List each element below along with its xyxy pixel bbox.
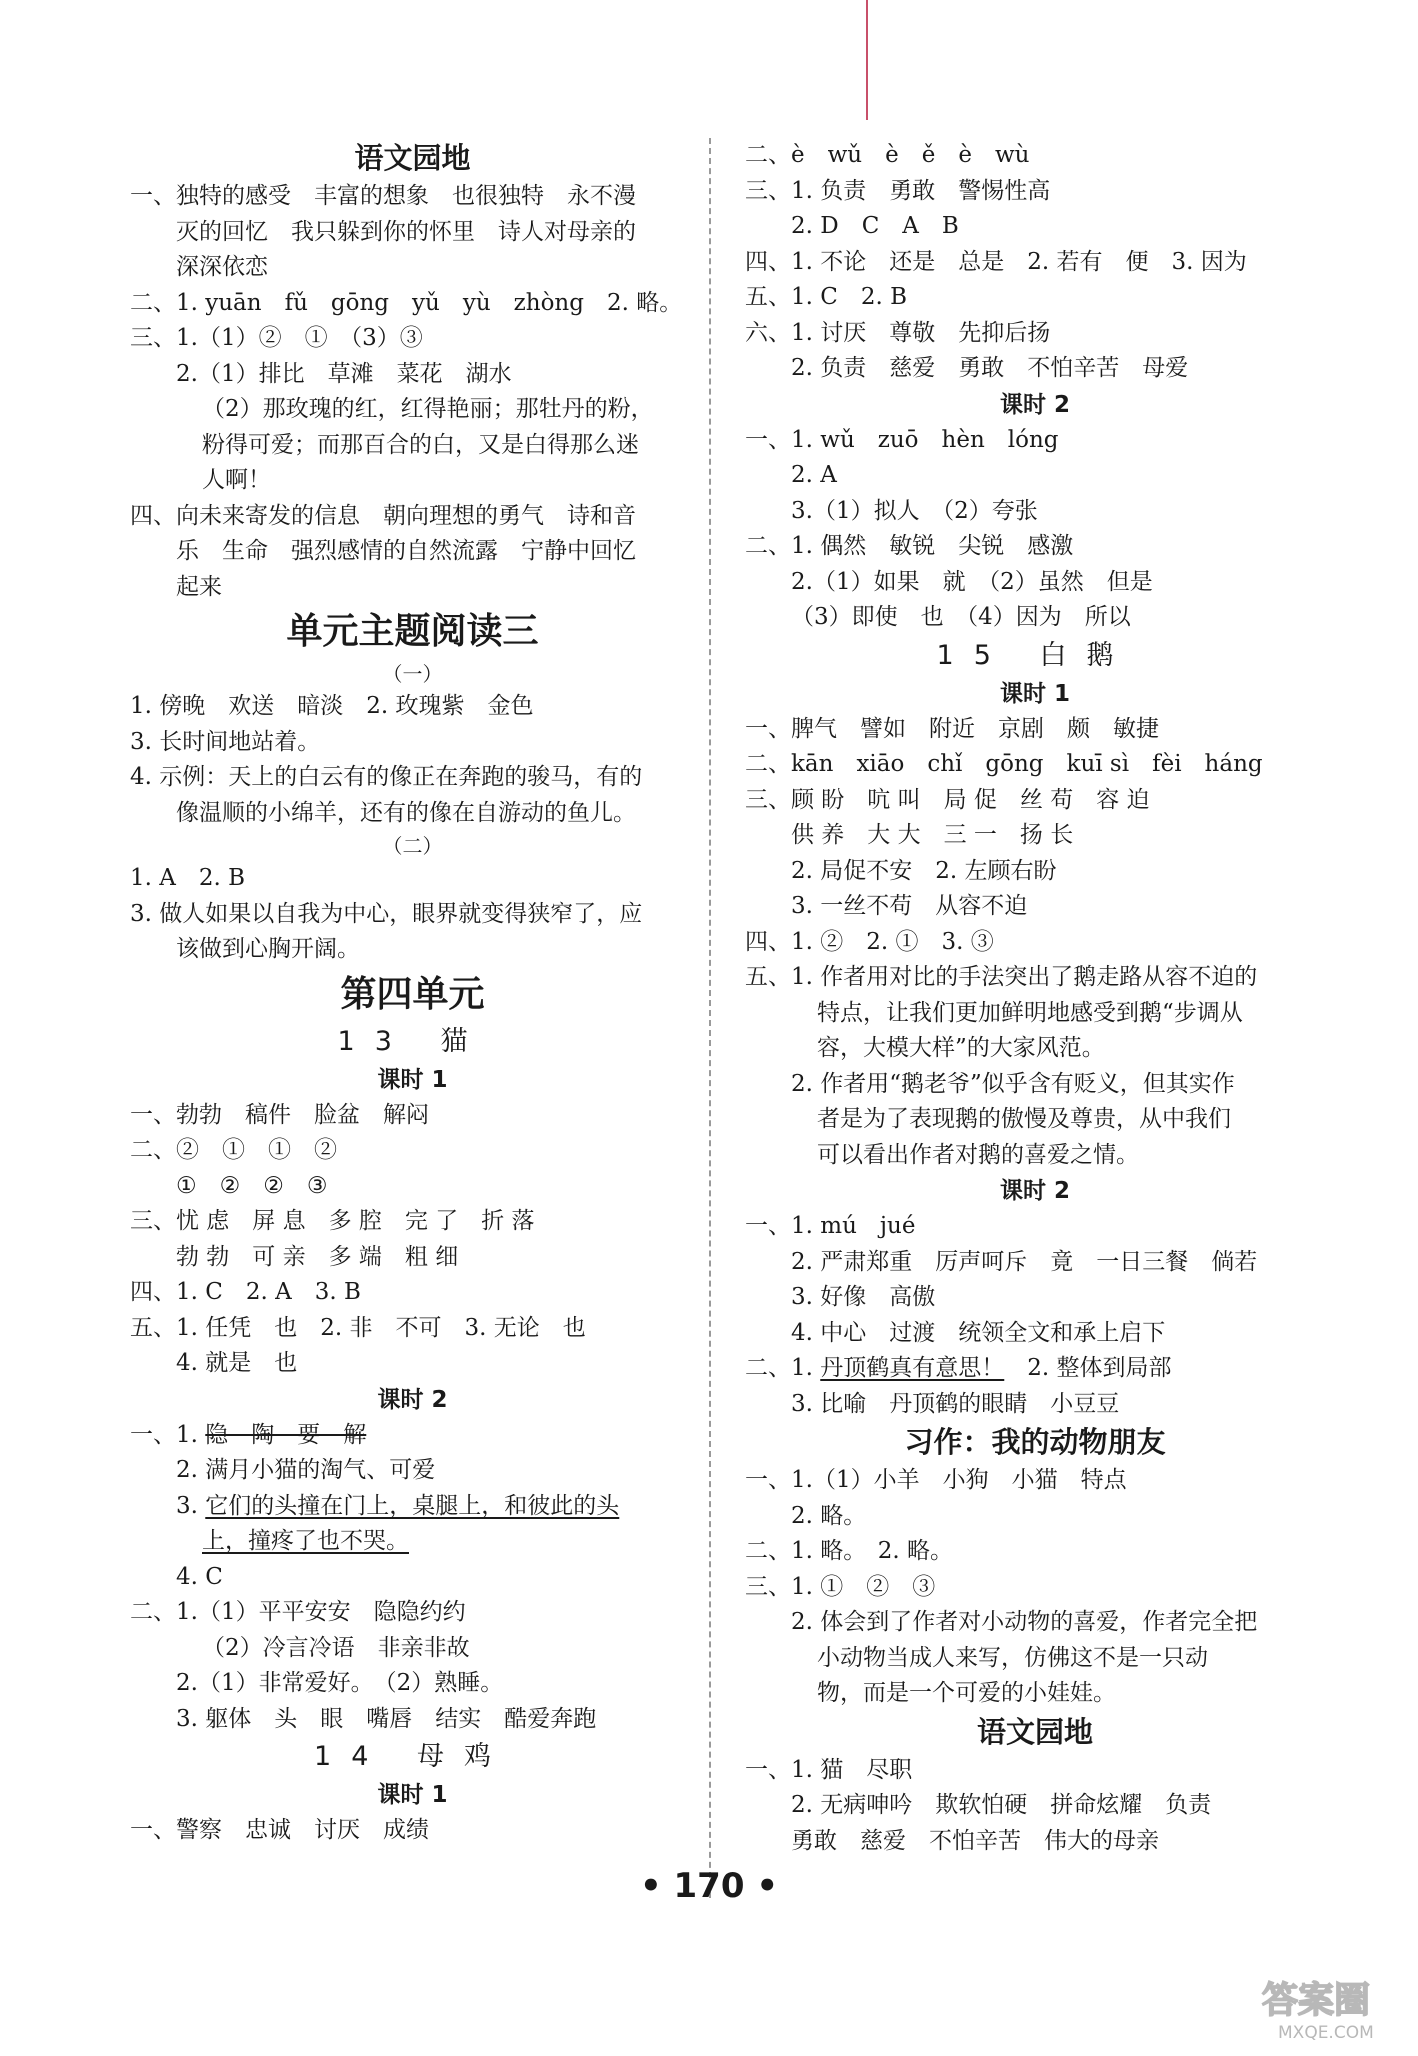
line-text: 2. 体会到了作者对小动物的喜爱，作者完全把 <box>791 1609 1258 1635</box>
line-text: 2. 局促不安 2. 左顾右盼 <box>791 857 1057 884</box>
line-text: 三、顾 盼 吭 叫 局 促 丝 苟 容 迫 <box>745 786 1150 813</box>
line-text: 2. 负责 慈爱 勇敢 不怕辛苦 母爱 <box>791 355 1189 381</box>
line-text: 语文园地 <box>354 141 471 175</box>
line-text: 三、1.（1）② ① （3）③ <box>130 325 423 351</box>
line-text: 2.（1）排比 草滩 菜花 湖水 <box>176 360 512 387</box>
line-text: （2）冷言冷语 非亲非故 <box>202 1634 470 1661</box>
answer-line <box>130 1595 695 1631</box>
line-text: 白鹅 <box>1039 639 1134 671</box>
line-text: 2. 略。 <box>791 1502 867 1529</box>
line-text: 五、1. 作者用对比的手法突出了鹅走路从容不迫的 <box>745 964 1258 990</box>
line-text: 一、脾气 譬如 附近 京剧 颇 敏捷 <box>745 715 1159 742</box>
answer-line <box>130 499 695 535</box>
answer-line <box>130 1275 695 1311</box>
answer-line <box>745 494 1325 530</box>
section-heading <box>745 676 1325 712</box>
section-heading <box>745 1173 1325 1209</box>
section-heading <box>130 1777 695 1813</box>
line-text: 1. 傍晚 欢送 暗淡 2. 玫瑰紫 金色 <box>130 693 534 719</box>
line-text: 二、kān xiāo chǐ gōng kuī sì fèi háng <box>745 751 1263 777</box>
answer-line <box>745 1676 1325 1712</box>
answer-line <box>130 1631 695 1667</box>
answer-line <box>745 1641 1325 1677</box>
answer-line <box>745 854 1325 890</box>
answer-line <box>745 1570 1325 1606</box>
answer-line <box>130 1524 695 1560</box>
line-text: 课时 1 <box>999 680 1070 707</box>
answer-line <box>130 1560 695 1596</box>
line-text: 4. 就是 也 <box>176 1350 298 1376</box>
line-text: 一、1.（1）小羊 小狗 小猫 特点 <box>745 1467 1127 1493</box>
line-text: 五、1. 任凭 也 2. 非 不可 3. 无论 也 <box>130 1314 586 1341</box>
answer-line <box>130 392 695 428</box>
answer-line <box>130 1240 695 1276</box>
section-heading <box>745 636 1325 676</box>
line-text: 三、1. ① ② ③ <box>745 1573 936 1600</box>
line-text: 勇敢 慈爱 不怕辛苦 伟大的母亲 <box>791 1827 1159 1854</box>
answer-line <box>745 1209 1325 1245</box>
answer-line <box>745 783 1325 819</box>
underlined-text: 它们的头撞在门上，桌腿上，和彼此的头 <box>205 1492 620 1519</box>
section-heading <box>130 1022 695 1062</box>
answer-line <box>745 747 1325 783</box>
answer-line <box>130 1133 695 1169</box>
watermark-title: 答案圈 <box>1262 1980 1371 2021</box>
answer-line <box>745 245 1325 281</box>
line-text: （二） <box>382 834 443 858</box>
page-number: • 170 • <box>639 1866 779 1906</box>
line-text: 猫 <box>440 1025 488 1057</box>
answer-line <box>745 529 1325 565</box>
answer-line <box>745 712 1325 748</box>
line-text: 起来 <box>176 573 222 600</box>
answer-line <box>130 1489 695 1525</box>
left-column <box>130 138 695 1849</box>
line-text: 五、1. C 2. B <box>745 284 908 310</box>
binding-mark <box>866 0 868 120</box>
line-text: 深深依恋 <box>176 254 268 280</box>
answer-line <box>130 1418 695 1454</box>
section-heading <box>130 1737 695 1777</box>
line-text: 4. 示例：天上的白云有的像正在奔跑的骏马，有的 <box>130 764 643 790</box>
line-text: 课时 1 <box>377 1066 448 1093</box>
line-text: 一、勃勃 稿件 脸盆 解闷 <box>130 1101 429 1128</box>
section-heading <box>130 605 695 659</box>
line-text: ① ② ② ③ <box>176 1172 328 1199</box>
line-text: 者是为了表现鹅的傲慢及尊贵，从中我们 <box>817 1106 1231 1132</box>
answer-line <box>745 1753 1325 1789</box>
line-text: 1. A 2. B <box>130 865 246 891</box>
answer-line <box>130 1666 695 1702</box>
line-text: 三、1. 负责 勇敢 警惕性高 <box>745 177 1051 204</box>
answer-line <box>745 316 1325 352</box>
answer-line <box>745 1387 1325 1423</box>
line-text: 2. D C A B <box>791 213 959 239</box>
answer-line <box>130 570 695 606</box>
answer-line <box>745 818 1325 854</box>
answer-line <box>745 960 1325 996</box>
answer-line <box>745 1316 1325 1352</box>
line-text: 二、1. yuān fǔ gōng yǔ yù zhòng 2. 略。 <box>130 289 683 316</box>
line-text: 二、1. 偶然 敏锐 尖锐 感激 <box>745 533 1074 559</box>
answer-line <box>745 351 1325 387</box>
answer-line <box>130 321 695 357</box>
line-text: 3. 做人如果以自我为中心，眼界就变得狭窄了，应 <box>130 900 643 927</box>
line-text: 灭的回忆 我只躲到你的怀里 诗人对母亲的 <box>176 218 636 245</box>
line-text: 课时 1 <box>377 1782 448 1808</box>
line-text: 3. <box>176 1492 206 1519</box>
answer-line <box>745 1031 1325 1067</box>
answer-line <box>130 534 695 570</box>
line-text: 四、1. ② 2. ① 3. ③ <box>745 928 994 955</box>
line-text: 一、1. 猫 尽职 <box>745 1756 913 1783</box>
line-text: 4. C <box>176 1563 223 1590</box>
answer-line <box>745 889 1325 925</box>
answer-line <box>130 286 695 322</box>
answer-line <box>130 357 695 393</box>
line-text: 2. A <box>791 462 837 488</box>
answer-line <box>745 209 1325 245</box>
line-text: 3. 好像 高傲 <box>791 1284 936 1310</box>
watermark-logo <box>1258 1968 1408 2046</box>
line-text: 粉得可爱；而那百合的白，又是白得那么迷 <box>202 431 639 458</box>
answer-line <box>130 1169 695 1205</box>
answer-line <box>745 1824 1325 1860</box>
answer-line <box>745 1351 1325 1387</box>
answer-line <box>130 179 695 215</box>
line-text: 物，而是一个可爱的小娃娃。 <box>817 1680 1116 1706</box>
answer-line <box>130 250 695 286</box>
section-heading <box>745 387 1325 423</box>
answer-line <box>130 215 695 251</box>
line-text: 课时 2 <box>999 1178 1070 1204</box>
watermark-url: MXQE.COM <box>1278 2023 1374 2043</box>
answer-line <box>745 600 1325 636</box>
answer-line <box>745 1102 1325 1138</box>
answer-line <box>130 897 695 933</box>
line-text: 乐 生命 强烈感情的自然流露 宁静中回忆 <box>176 538 636 564</box>
underlined-text: 丹顶鹤真有意思！ <box>820 1355 1005 1381</box>
answer-line <box>745 138 1325 174</box>
answer-line <box>130 428 695 464</box>
line-text: 三、忧 虑 屏 息 多 腔 完 了 折 落 <box>130 1208 535 1234</box>
line-text: 人啊！ <box>202 467 271 493</box>
line-text: 二、1. <box>745 1355 821 1381</box>
line-text: 一、独特的感受 丰富的想象 也很独特 永不漫 <box>130 183 636 209</box>
answer-line <box>130 861 695 897</box>
answer-line <box>745 996 1325 1032</box>
section-heading <box>130 1382 695 1418</box>
line-text: 2.（1）非常爱好。 （2）熟睡。 <box>176 1670 504 1696</box>
section-heading <box>130 968 695 1022</box>
line-text: 勃 勃 可 亲 多 端 粗 细 <box>176 1243 459 1270</box>
answer-line <box>745 1499 1325 1535</box>
line-text: 该做到心胸开阔。 <box>176 936 360 962</box>
answer-line <box>130 1311 695 1347</box>
line-text: 语文园地 <box>976 1714 1093 1749</box>
line-text: 供 养 大 大 三 一 扬 长 <box>791 822 1074 848</box>
line-text: 像温顺的小绵羊，还有的像在自游动的鱼儿。 <box>176 799 636 826</box>
answer-line <box>745 1138 1325 1174</box>
answer-line <box>130 1204 695 1240</box>
line-text: 3. 比喻 丹顶鹤的眼睛 小豆豆 <box>791 1390 1120 1417</box>
line-text: 第四单元 <box>340 973 485 1015</box>
answer-line <box>130 760 695 796</box>
answer-line <box>745 565 1325 601</box>
line-text: 二、è wǔ è ě è wù <box>745 142 1030 168</box>
answer-line <box>130 1346 695 1382</box>
answer-line <box>130 689 695 725</box>
line-text: 可以看出作者对鹅的喜爱之情。 <box>817 1141 1139 1168</box>
line-text: 2. 严肃郑重 厉声呵斥 竟 一日三餐 倘若 <box>791 1248 1258 1275</box>
lesson-number: 14 <box>314 1741 389 1772</box>
line-text: 单元主题阅读三 <box>286 611 539 652</box>
line-text: 容，大模大样”的大家风范。 <box>817 1035 1105 1061</box>
answer-line <box>745 280 1325 316</box>
answer-line <box>745 458 1325 494</box>
answer-line <box>130 796 695 832</box>
right-column <box>745 138 1325 1859</box>
line-text: 六、1. 讨厌 尊敬 先抑后扬 <box>745 319 1051 346</box>
answer-line <box>745 1245 1325 1281</box>
line-text: 3.（1）拟人 （2）夸张 <box>791 497 1038 524</box>
answer-line <box>745 1788 1325 1824</box>
line-text: 习作：我的动物朋友 <box>904 1425 1166 1459</box>
line-text: 2.（1）如果 就 （2）虽然 但是 <box>791 568 1153 595</box>
answer-line <box>745 423 1325 459</box>
section-heading <box>745 1422 1325 1463</box>
line-text: 2. 满月小猫的淘气、可爱 <box>176 1457 436 1483</box>
answer-line <box>130 1813 695 1849</box>
answer-line <box>130 932 695 968</box>
line-text: 二、1.（1）平平安安 隐隐约约 <box>130 1599 466 1625</box>
lesson-number: 15 <box>936 639 1011 671</box>
line-text: （2）那玫瑰的红，红得艳丽；那牡丹的粉， <box>202 396 654 422</box>
answer-line <box>745 1067 1325 1103</box>
section-heading <box>130 1062 695 1098</box>
line-text: 2. 整体到局部 <box>1004 1355 1172 1381</box>
line-text: 二、1. 略。 2. 略。 <box>745 1538 954 1564</box>
answer-line <box>745 1463 1325 1499</box>
answer-line <box>745 1605 1325 1641</box>
line-text: 特点，让我们更加鲜明地感受到鹅“步调从 <box>817 999 1243 1026</box>
column-divider <box>709 138 711 1898</box>
line-text: 3. 长时间地站着。 <box>130 728 321 755</box>
answer-line <box>130 463 695 499</box>
line-text: 3. 躯体 头 眼 嘴唇 结实 酷爱奔跑 <box>176 1705 597 1732</box>
line-text: 课时 2 <box>999 391 1070 418</box>
line-text: 一、1. mú jué <box>745 1213 916 1239</box>
line-text: 一、警察 忠诚 讨厌 成绩 <box>130 1817 429 1843</box>
line-text: 四、1. 不论 还是 总是 2. 若有 便 3. 因为 <box>745 248 1247 275</box>
answer-line <box>745 1280 1325 1316</box>
answer-line <box>745 174 1325 210</box>
section-heading <box>745 1712 1325 1753</box>
answer-line <box>130 1702 695 1738</box>
lesson-number: 13 <box>337 1025 412 1057</box>
section-heading <box>130 138 695 179</box>
crossed-text: 隐 陶 要 解 <box>205 1421 367 1448</box>
line-text: 母鸡 <box>416 1741 511 1772</box>
answer-line <box>130 1453 695 1489</box>
line-text: 二、② ① ① ② <box>130 1137 337 1163</box>
line-text: （3）即使 也 （4）因为 所以 <box>791 604 1131 630</box>
line-text: 小动物当成人来写，仿佛这不是一只动 <box>817 1644 1208 1671</box>
line-text: 4. 中心 过渡 统领全文和承上启下 <box>791 1319 1166 1346</box>
answer-line <box>745 1534 1325 1570</box>
line-text: 2. 作者用“鹅老爷”似乎含有贬义，但其实作 <box>791 1070 1235 1097</box>
underlined-text: 上，撞疼了也不哭。 <box>202 1528 409 1554</box>
answer-line <box>130 1098 695 1134</box>
answer-line <box>745 925 1325 961</box>
line-text: 3. 一丝不苟 从容不迫 <box>791 893 1028 919</box>
line-text: （一） <box>382 662 443 686</box>
subsection-label <box>130 659 695 689</box>
line-text: 一、1. <box>130 1421 206 1448</box>
line-text: 一、1. wǔ zuō hèn lóng <box>745 426 1059 453</box>
line-text: 四、向未来寄发的信息 朝向理想的勇气 诗和音 <box>130 502 636 529</box>
answer-line <box>130 725 695 761</box>
line-text: 课时 2 <box>377 1386 448 1413</box>
subsection-label <box>130 831 695 861</box>
line-text: 2. 无病呻吟 欺软怕硬 拼命炫耀 负责 <box>791 1792 1212 1818</box>
line-text: 四、1. C 2. A 3. B <box>130 1279 361 1305</box>
